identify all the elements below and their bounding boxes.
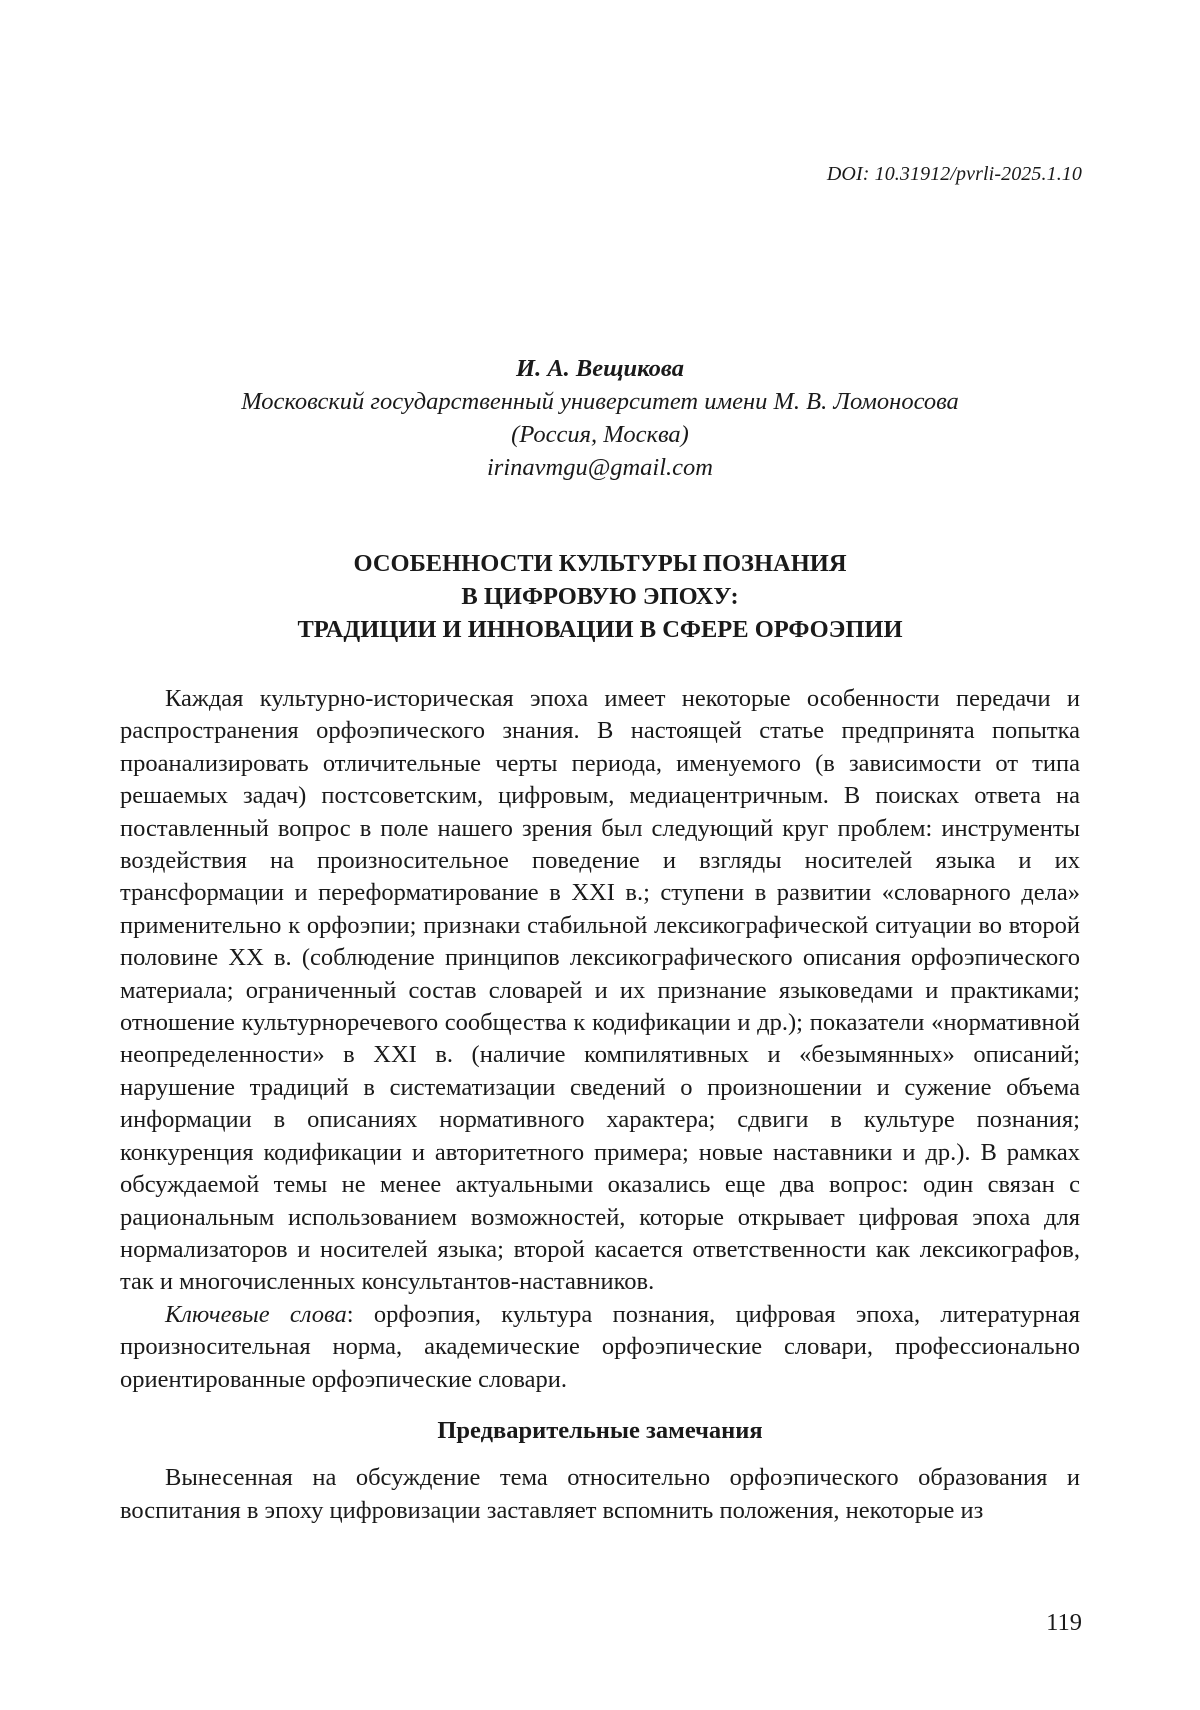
keywords-label: Ключевые слова: [165, 1300, 347, 1328]
author-location: (Россия, Москва): [511, 421, 689, 448]
abstract-paragraph: Каждая культурно-историческая эпоха имеет некоторые особенности передачи и распространения орфоэпического знания. В настоящей статье предпринята попытка проанализировать отличительные черты периода, именуемого (в зависимости от типа решаемых задач) постсоветским, цифровым, медиацентричным. В поисках ответа на поставленный вопрос в поле нашего зрения был следующий круг проблем: инструменты воздействия на произносительное поведение и взгляды носителей языка и их трансформации и переформатирование в XXI в.; ступени в развитии «словарного дела» применительно к орфоэпии; признаки стабильной лексикографической ситуации во второй половине XX в. (соблюдение принципов лексикографического описания орфоэпического материала; ограниченный состав словарей и их признание языковедами и практиками; отношение культурноречевого сообщества к кодификации и др.); показатели «нормативной неопределенности» в XXI в. (наличие компилятивных и «безымянных» описаний; нарушение традиций в систематизации сведений о произношении и сужение объема информации в описаниях нормативного характера; сдвиги в культуре познания; конкуренция кодификации и авторитетного примера; новые наставники и др.). В рамках обсуждаемой темы не менее актуальными оказались еще два вопрос: один связан с рациональным использованием возможностей, которые открывает цифровая эпоха для нормализаторов и носителей языка; второй касается ответственности как лексикографов, так и многочисленных консультантов-наставников.: [120, 685, 1080, 1296]
article-body: [120, 683, 1080, 1527]
title-line-2: В ЦИФРОВУЮ ЭПОХУ:: [461, 583, 739, 610]
author-name: И. А. Вещикова: [516, 355, 684, 382]
doi-identifier: DOI: 10.31912/pvrli-2025.1.10: [826, 163, 1082, 185]
keywords-text: орфоэпия, культура познания, цифровая эпоха, литературная произносительная норма, академические орфоэпические словари, профессионально ориентированные орфоэпические словари.: [120, 1300, 1080, 1393]
section-paragraph: Вынесенная на обсуждение тема относительно орфоэпического образования и воспитания в эпоху цифровизации заставляет вспомнить положения, некоторые из: [120, 1464, 1080, 1524]
page-number: 119: [1046, 1609, 1082, 1636]
author-affiliation: Московский государственный университет имени М. В. Ломоносова: [241, 388, 959, 415]
title-line-1: ОСОБЕННОСТИ КУЛЬТУРЫ ПОЗНАНИЯ: [353, 550, 847, 577]
section-heading: Предварительные замечания: [437, 1416, 763, 1444]
author-email: irinavmgu@gmail.com: [486, 454, 713, 481]
title-line-3: ТРАДИЦИИ И ИННОВАЦИИ В СФЕРЕ ОРФОЭПИИ: [297, 616, 903, 643]
keywords-separator: :: [346, 1300, 374, 1328]
keywords-paragraph: [120, 1299, 1080, 1396]
author-block: [0, 352, 1200, 484]
article-title: [0, 547, 1200, 646]
